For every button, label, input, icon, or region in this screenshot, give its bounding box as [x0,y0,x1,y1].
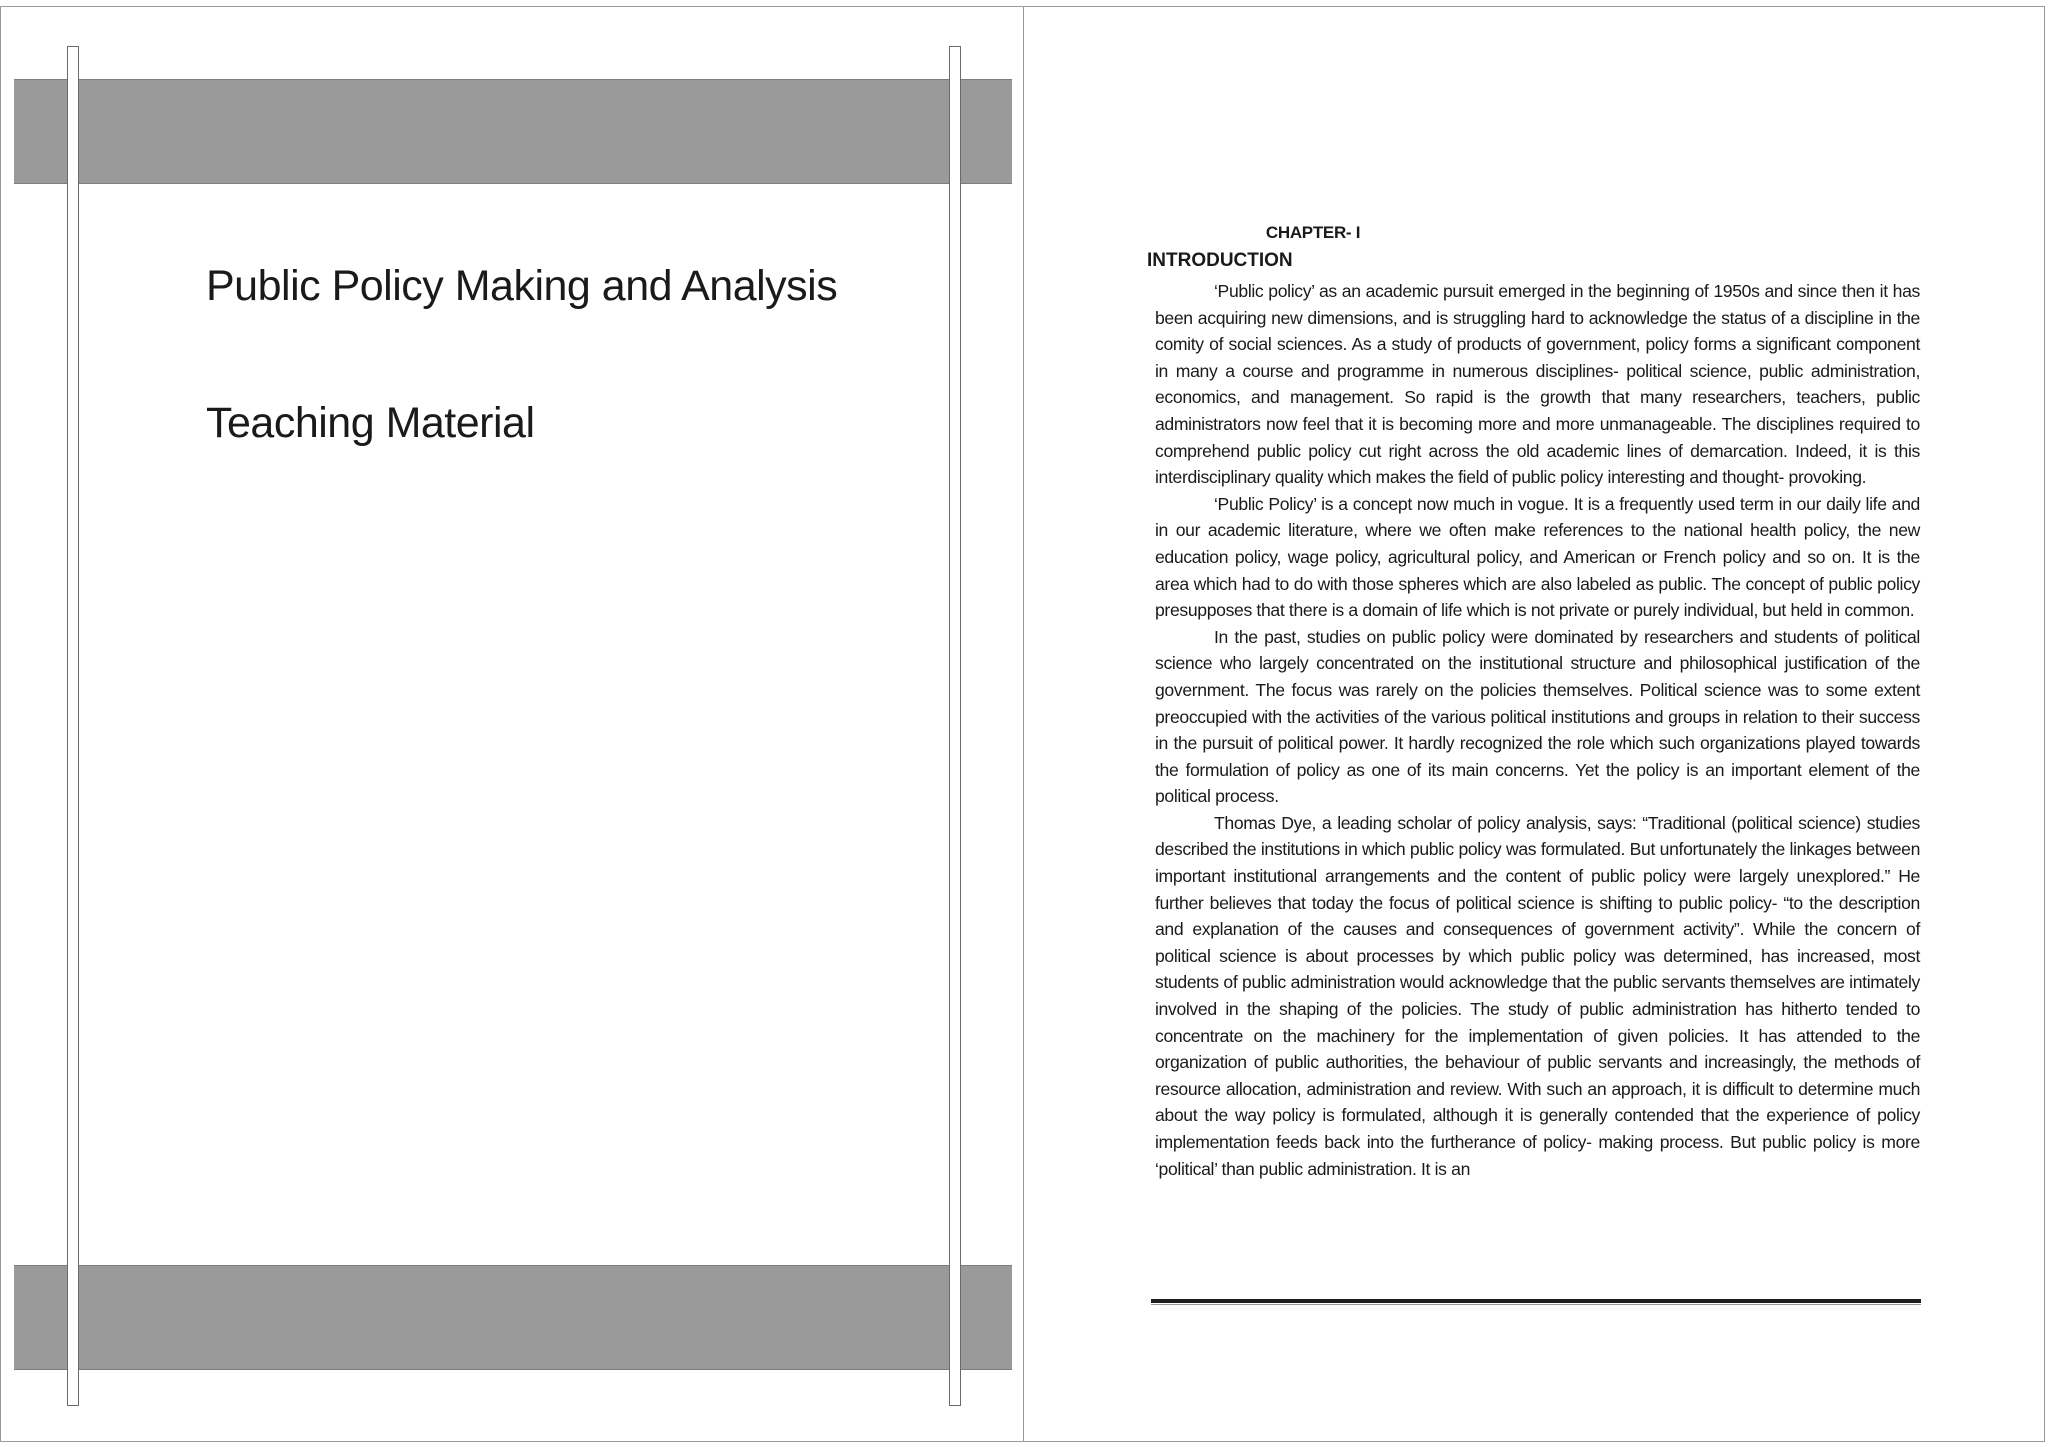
section-heading: INTRODUCTION [1147,250,1293,271]
cover-left-rail [67,46,79,1406]
cover-top-band [14,79,1012,184]
body-paragraph: ‘Public Policy’ is a concept now much in vogue. It is a frequently used term in our daily life and in our academic literature, where we often make references to the national health policy, the new education policy, wage policy, agricultural policy, and American or French policy and so on. It is the area which had to do with those spheres which are also labeled as public. The concept of public policy presupposes that there is a domain of life which is not private or purely individual, but held in common. [1155,493,1920,621]
footer-rule [1151,1299,1921,1305]
cover-page [0,6,1024,1442]
cover-right-rail [949,46,961,1406]
chapter-label-text: CHAPTER- I [1265,223,1361,242]
chapter-label [1024,223,2044,243]
cover-subtitle: Teaching Material [206,399,535,447]
body-paragraph: In the past, studies on public policy were dominated by researchers and students of political science who largely concentrated on the institutional structure and philosophical justification of the government. The focus was rarely on the policies themselves. Political science was to some extent preoccupied with the activities of the various political institutions and groups in relation to their success in the pursuit of political power. It hardly recognized the role which such organizations played towards the formulation of policy as one of its main concerns. Yet the policy is an important element of the political process. [1155,626,1920,807]
body-paragraph: ‘Public policy’ as an academic pursuit emerged in the beginning of 1950s and since then it has been acquiring new dimensions, and is struggling hard to acknowledge the status of a discipline in the comity of social sciences. As a study of products of government, policy forms a significant component in many a course and programme in numerous disciplines- political science, public administration, economics, and management. So rapid is the growth that many researchers, teachers, public administrators now feel that it is becoming more and more unmanageable. The disciplines required to comprehend public policy cut right across the old academic lines of demarcation. Indeed, it is this interdisciplinary quality which makes the field of public policy interesting and thought- provoking. [1155,281,1920,488]
cover-title: Public Policy Making and Analysis [206,262,838,310]
chapter-body [1155,278,1920,1182]
body-paragraph: Thomas Dye, a leading scholar of policy analysis, says: “Traditional (political science) studies described the institutions in which public policy was formulated. But unfortunately the linkages between important institutional arrangements and the content of public policy were largely unexplored.” He further believes that today the focus of political science is shifting to public policy- “to the description and explanation of the causes and consequences of government activity”. While the concern of political science is about processes by which public policy was determined, has increased, most students of public administration would acknowledge that the public servants themselves are intimately involved in the shaping of the policies. The study of public administration has hitherto tended to concentrate on the machinery for the implementation of given policies. It has attended to the organization of public authorities, the behaviour of public servants and increasingly, the methods of resource allocation, administration and review. With such an approach, it is difficult to determine much about the way policy is formulated, although it is generally contended that the experience of policy implementation feeds back into the furtherance of policy- making process. But public policy is more ‘political’ than public administration. It is an [1155,812,1920,1179]
cover-bottom-band [14,1265,1012,1370]
chapter-page [1023,6,2045,1442]
